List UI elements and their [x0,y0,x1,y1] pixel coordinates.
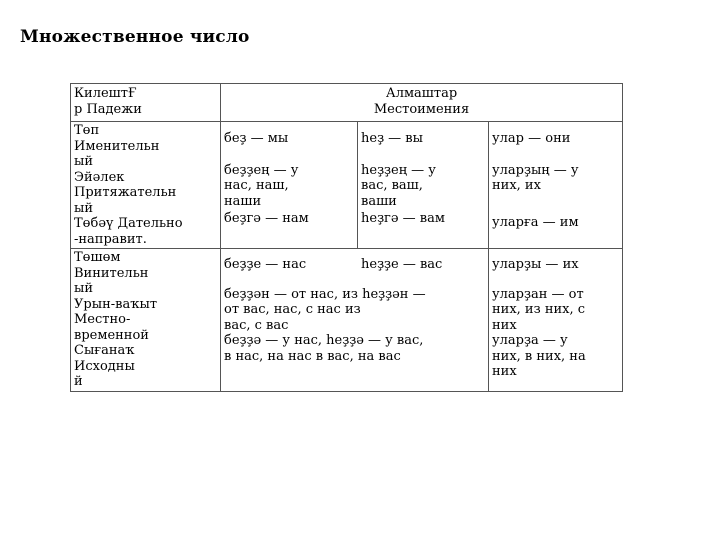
header-pronouns-line: Алмаштар [385,86,458,101]
case-cell [71,249,221,392]
form-line: в нас, на нас в вас, на вас [224,348,401,364]
form-line: беҙҙең — у [224,162,299,178]
header-pronouns-line: Местоимения [373,101,470,117]
pronoun-merged-cell [221,249,489,392]
form-line: них, в них, на [492,348,586,364]
case-line: Исходны [74,358,135,374]
case-line: Винительн [74,265,149,281]
form-line: ваши [361,193,397,209]
case-line: Эйәлек [74,169,125,185]
case-line: ый [74,154,94,169]
page-title: Множественное число [20,27,250,47]
form-line: уларҙы — их [492,257,579,272]
case-line: Сығанаҡ [74,343,135,358]
form-line: беҙҙән — от нас, из һеҙҙән — [224,286,426,302]
pronoun-cell [489,122,623,249]
case-line: Именительн [74,138,160,154]
form-line: улар — они [492,131,571,146]
case-line: -направит. [74,231,147,247]
case-line: Местно- [74,312,131,327]
form-line: них, из них, с [492,302,586,317]
table-row [71,122,623,249]
case-line: Төп [74,123,100,138]
form-line: һеҙ — вы [361,131,423,146]
pronoun-cell [358,122,489,249]
case-cell [71,122,221,249]
form-line: уларҙа — у [492,333,568,348]
form-pair [224,257,485,273]
header-case-line: КилештҒ [74,86,137,101]
form-line: һеҙгә — вам [361,211,445,226]
case-line: Төшөм [74,250,121,265]
form-line: нас, наш, [224,178,289,193]
form-line: от вас, нас, с нас из [224,302,361,317]
form-line: беҙҙә — у нас, һеҙҙә — у вас, [224,333,424,348]
form-line: наши [224,193,262,209]
header-case-line: р Падежи [74,101,142,117]
case-line: й [74,374,83,389]
form-line: них [492,317,517,333]
form-line: уларҙан — от [492,286,584,302]
case-line: ый [74,200,94,216]
case-line: Төбәү Дательно [74,216,183,231]
pronoun-cell [221,122,358,249]
form-line: вас, с вас [224,317,289,333]
pronoun-table [70,83,623,392]
form-line: уларға — им [492,214,579,230]
form-line: һеҙҙе — вас [361,257,443,272]
header-pronouns-cell [221,84,623,122]
form-line: беҙ — мы [224,131,289,146]
form-line: беҙҙе — нас [224,257,307,272]
header-row [71,84,623,122]
case-line: Притяжательн [74,185,177,200]
form-line: вас, ваш, [361,178,423,193]
form-line: беҙгә — нам [224,211,309,226]
case-line: Урын-ваҡыт [74,296,158,312]
header-case-cell [71,84,221,122]
table-row [71,249,623,392]
form-line: них [492,364,517,379]
form-line: них, их [492,178,541,193]
form-line: һеҙҙең — у [361,162,436,178]
pronoun-cell [489,249,623,392]
case-line: временной [74,327,149,343]
form-line: уларҙың — у [492,162,579,178]
case-line: ый [74,281,94,296]
